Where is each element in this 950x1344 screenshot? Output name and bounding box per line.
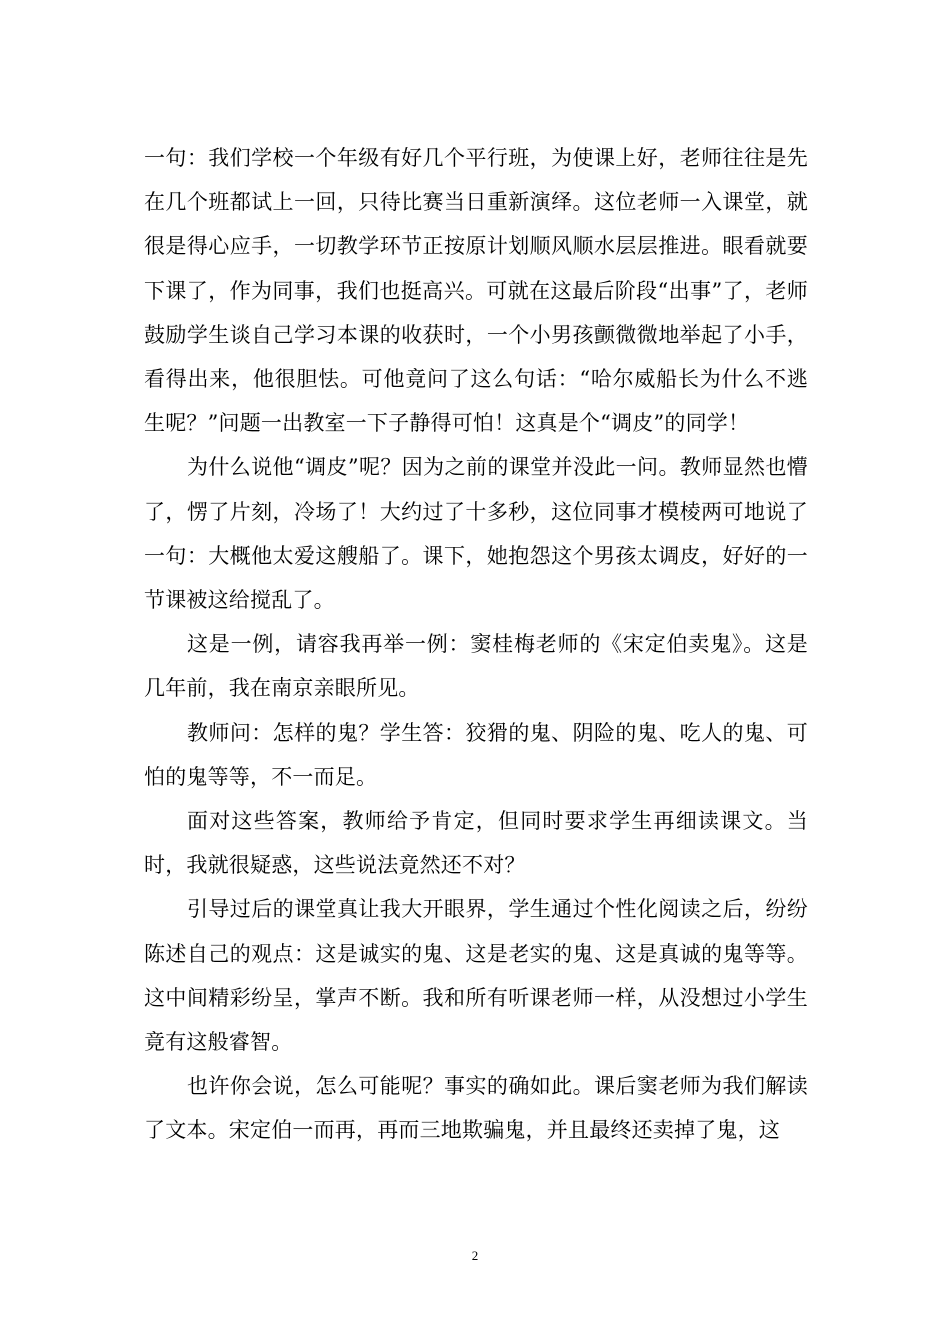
paragraph-4: 教师问：怎样的鬼？学生答：狡猾的鬼、阴险的鬼、吃人的鬼、可怕的鬼等等，不一而足。 bbox=[144, 720, 808, 789]
paragraph-3: 这是一例，请容我再举一例：窦桂梅老师的《宋定伯卖鬼》。这是几年前，我在南京亲眼所见。 bbox=[144, 632, 808, 701]
paragraph-7: 也许你会说，怎么可能呢？事实的确如此。课后窦老师为我们解读了文本。宋定伯一而再，再而三地欺骗鬼，并且最终还卖掉了鬼，这 bbox=[144, 1074, 808, 1143]
paragraph-2: 为什么说他“调皮”呢？因为之前的课堂并没此一问。教师显然也懵了，愣了片刻，冷场了！大约过了十多秒，这位同事才模棱两可地说了一句：大概他太爱这艘船了。课下，她抱怨这个男孩太调皮，好好的一节课被这给搅乱了。 bbox=[144, 455, 808, 613]
body-text bbox=[144, 136, 808, 1153]
paragraph-1: 一句：我们学校一个年级有好几个平行班，为使课上好，老师往往是先在几个班都试上一回，只待比赛当日重新演绎。这位老师一入课堂，就很是得心应手，一切教学环节正按原计划顺风顺水层层推进。眼看就要下课了，作为同事，我们也挺高兴。可就在这最后阶段“出事”了，老师鼓励学生谈自己学习本课的收获时，一个小男孩颤微微地举起了小手，看得出来，他很胆怯。可他竟问了这么句话：“哈尔威船长为什么不逃生呢？”问题一出教室一下子静得可怕！这真是个“调皮”的同学！ bbox=[144, 146, 808, 436]
paragraph-5: 面对这些答案，教师给予肯定，但同时要求学生再细读课文。当时，我就很疑惑，这些说法竟然还不对？ bbox=[144, 809, 808, 878]
page-number: 2 bbox=[471, 1248, 479, 1263]
paragraph-6: 引导过后的课堂真让我大开眼界，学生通过个性化阅读之后，纷纷陈述自己的观点：这是诚实的鬼、这是老实的鬼、这是真诚的鬼等等。这中间精彩纷呈，掌声不断。我和所有听课老师一样，从没想过小学生竟有这般睿智。 bbox=[144, 897, 808, 1055]
